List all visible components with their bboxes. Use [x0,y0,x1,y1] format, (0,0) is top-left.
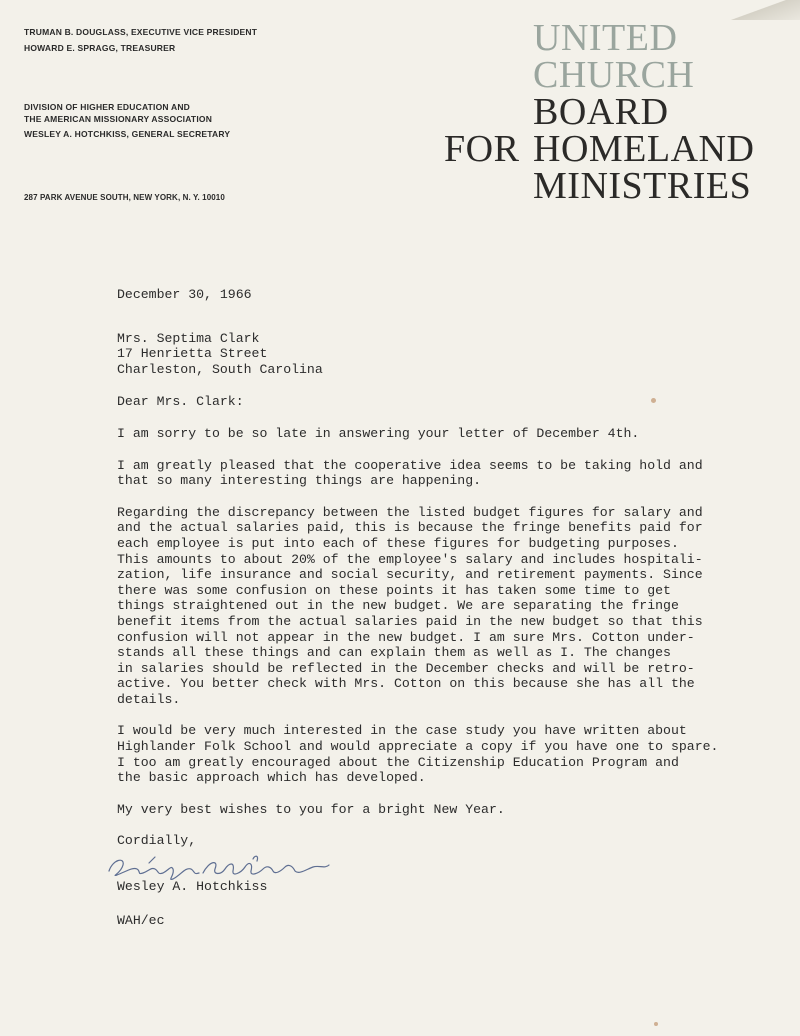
logo-board: BOARD [533,91,669,133]
paragraph-apology [117,426,757,442]
officer-treasurer: HOWARD E. SPRAGG, TREASURER [24,43,176,53]
body-line: I am greatly pleased that the cooperative idea seems to be taking hold and [117,457,703,473]
division-line: DIVISION OF HIGHER EDUCATION AND [24,102,191,112]
letter-body [117,287,757,928]
officers-list [24,24,257,56]
division-line: THE AMERICAN MISSIONARY ASSOCIATION [24,114,213,124]
recipient-address [117,331,757,378]
body-line: confusion will not appear in the new budget. I am sure Mrs. Cotton under- [117,629,695,645]
body-line: in salaries should be reflected in the December checks and will be retro- [117,660,695,676]
recipient-line: Charleston, South Carolina [117,361,323,377]
body-line: there was some confusion on these points it has taken some time to get [117,582,671,598]
general-secretary: WESLEY A. HOTCHKISS, GENERAL SECRETARY [24,129,231,139]
division-block [24,101,230,140]
body-line: This amounts to about 20% of the employee's salary and includes hospitali- [117,551,703,567]
paper-stain [651,398,656,403]
typist-initials: WAH/ec [117,912,165,928]
officer-executive-vp: TRUMAN B. DOUGLASS, EXECUTIVE VICE PRESIDENT [24,27,258,37]
paragraph-cooperative [117,458,757,489]
paragraph-case-study [117,723,757,785]
torn-corner [680,0,800,20]
body-line: details. [117,691,181,707]
letterhead-address: 287 PARK AVENUE SOUTH, NEW YORK, N. Y. 10010 [24,193,225,202]
body-line: My very best wishes to you for a bright New Year. [117,801,505,817]
paper-stain [654,1022,658,1026]
body-line: and the actual salaries paid, this is because the fringe benefits paid for [117,520,703,536]
signer-name: Wesley A. Hotchkiss [117,879,268,895]
logo-for: FOR [444,128,520,170]
body-line: benefit items from the actual salaries paid in the new budget so that this [117,613,703,629]
salutation: Dear Mrs. Clark: [117,394,244,410]
body-line: Highlander Folk School and would appreciate a copy if you have one to spare. [117,739,719,755]
logo-ministries: MINISTRIES [533,165,752,207]
paragraph-budget [117,505,757,708]
recipient-line: 17 Henrietta Street [117,346,268,362]
body-line: that so many interesting things are happening. [117,473,482,489]
letter-date: December 30, 1966 [117,287,252,302]
body-line: zation, life insurance and social security, and retirement payments. Since [117,567,703,583]
closing: Cordially, [117,833,197,849]
logo-homeland: HOMELAND [533,128,755,170]
body-line: things straightened out in the new budget. We are separating the fringe [117,598,679,614]
logo-united: UNITED [533,17,678,59]
paragraph-wishes [117,802,757,818]
logo-church: CHURCH [533,54,695,96]
body-line: I too am greatly encouraged about the Citizenship Education Program and [117,754,679,770]
body-line: each employee is put into each of these figures for budgeting purposes. [117,535,679,551]
body-line: I would be very much interested in the case study you have written about [117,723,687,739]
signature-scribble [103,853,353,883]
body-line: active. You better check with Mrs. Cotton on this because she has all the [117,676,695,692]
body-line: Regarding the discrepancy between the listed budget figures for salary and [117,504,703,520]
body-line: stands all these things and can explain them as well as I. The changes [117,645,671,661]
recipient-line: Mrs. Septima Clark [117,330,260,346]
body-line: I am sorry to be so late in answering your letter of December 4th. [117,425,640,441]
body-line: the basic approach which has developed. [117,770,426,786]
handwritten-signature [103,853,757,879]
